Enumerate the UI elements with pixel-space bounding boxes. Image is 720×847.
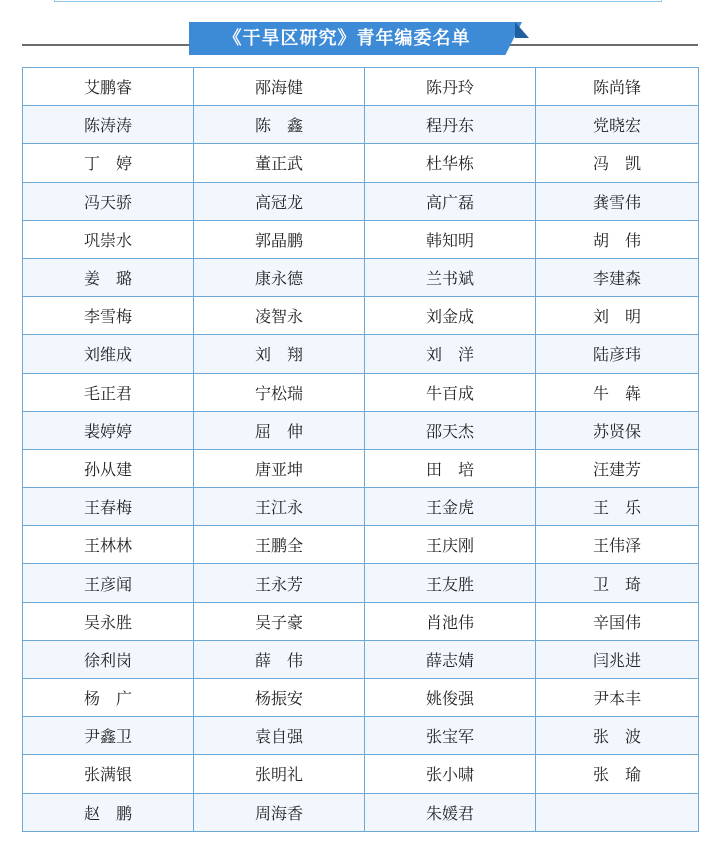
member-name-cell: 袁自强 — [194, 717, 365, 755]
member-name-cell: 肖池伟 — [365, 602, 536, 640]
member-name-cell: 尹本丰 — [536, 679, 699, 717]
member-name-cell: 薛 伟 — [194, 640, 365, 678]
member-name-cell: 裴婷婷 — [23, 411, 194, 449]
member-name-cell: 刘 洋 — [365, 335, 536, 373]
member-name-cell: 郭晶鹏 — [194, 220, 365, 258]
member-name-cell: 尹鑫卫 — [23, 717, 194, 755]
member-name-cell: 陈丹玲 — [365, 68, 536, 106]
member-name-cell — [536, 793, 699, 831]
member-name-cell: 张明礼 — [194, 755, 365, 793]
member-name-cell: 杜华栋 — [365, 144, 536, 182]
table-row — [23, 144, 699, 182]
page-title: 《干旱区研究》青年编委名单 — [223, 28, 471, 49]
member-name-cell: 陆彦玮 — [536, 335, 699, 373]
member-name-cell: 牛 犇 — [536, 373, 699, 411]
member-name-cell: 冯天骄 — [23, 182, 194, 220]
member-name-cell: 辛国伟 — [536, 602, 699, 640]
member-name-cell: 徐利岗 — [23, 640, 194, 678]
member-name-cell: 田 培 — [365, 449, 536, 487]
table-row — [23, 449, 699, 487]
member-name-cell: 韩知明 — [365, 220, 536, 258]
roster-body — [23, 68, 699, 832]
member-name-cell: 龚雪伟 — [536, 182, 699, 220]
member-name-cell: 冯 凯 — [536, 144, 699, 182]
member-name-cell: 李建森 — [536, 258, 699, 296]
banner-fold — [515, 22, 529, 38]
member-name-cell: 屈 伸 — [194, 411, 365, 449]
top-frame-edge — [54, 0, 662, 2]
table-row — [23, 793, 699, 831]
member-name-cell: 吴子豪 — [194, 602, 365, 640]
member-name-cell: 张宝军 — [365, 717, 536, 755]
member-name-cell: 苏贤保 — [536, 411, 699, 449]
member-name-cell: 王鹏全 — [194, 526, 365, 564]
member-name-cell: 杨 广 — [23, 679, 194, 717]
table-row — [23, 602, 699, 640]
table-row — [23, 679, 699, 717]
table-row — [23, 488, 699, 526]
member-name-cell: 朱媛君 — [365, 793, 536, 831]
table-row — [23, 411, 699, 449]
member-name-cell: 王庆刚 — [365, 526, 536, 564]
member-name-cell: 陈涛涛 — [23, 106, 194, 144]
member-name-cell: 毛正君 — [23, 373, 194, 411]
member-name-cell: 丁 婷 — [23, 144, 194, 182]
member-name-cell: 王林林 — [23, 526, 194, 564]
member-name-cell: 刘维成 — [23, 335, 194, 373]
table-row — [23, 717, 699, 755]
member-name-cell: 王永芳 — [194, 564, 365, 602]
member-name-cell: 王春梅 — [23, 488, 194, 526]
member-name-cell: 艾鹏睿 — [23, 68, 194, 106]
member-name-cell: 杨振安 — [194, 679, 365, 717]
member-name-cell: 王 乐 — [536, 488, 699, 526]
member-name-cell: 高广磊 — [365, 182, 536, 220]
member-name-cell: 赵 鹏 — [23, 793, 194, 831]
member-name-cell: 汪建芳 — [536, 449, 699, 487]
table-row — [23, 220, 699, 258]
table-row — [23, 335, 699, 373]
table-row — [23, 297, 699, 335]
table-row — [23, 68, 699, 106]
member-name-cell: 张满银 — [23, 755, 194, 793]
member-name-cell: 李雪梅 — [23, 297, 194, 335]
member-name-cell: 刘 明 — [536, 297, 699, 335]
member-name-cell: 康永德 — [194, 258, 365, 296]
member-name-cell: 凌智永 — [194, 297, 365, 335]
table-row — [23, 106, 699, 144]
member-name-cell: 王金虎 — [365, 488, 536, 526]
member-name-cell: 王彦闻 — [23, 564, 194, 602]
member-name-cell: 兰书斌 — [365, 258, 536, 296]
roster-table — [22, 67, 699, 832]
member-name-cell: 王友胜 — [365, 564, 536, 602]
member-name-cell: 张 波 — [536, 717, 699, 755]
member-name-cell: 陈尚锋 — [536, 68, 699, 106]
member-name-cell: 高冠龙 — [194, 182, 365, 220]
member-name-cell: 党晓宏 — [536, 106, 699, 144]
member-name-cell: 薛志婧 — [365, 640, 536, 678]
member-name-cell: 孙从建 — [23, 449, 194, 487]
member-name-cell: 宁松瑞 — [194, 373, 365, 411]
member-name-cell: 卫 琦 — [536, 564, 699, 602]
member-name-cell: 王江永 — [194, 488, 365, 526]
member-name-cell: 胡 伟 — [536, 220, 699, 258]
member-name-cell: 姚俊强 — [365, 679, 536, 717]
table-row — [23, 640, 699, 678]
member-name-cell: 程丹东 — [365, 106, 536, 144]
member-name-cell: 王伟泽 — [536, 526, 699, 564]
table-row — [23, 526, 699, 564]
member-name-cell: 姜 璐 — [23, 258, 194, 296]
member-name-cell: 张 瑜 — [536, 755, 699, 793]
member-name-cell: 刘 翔 — [194, 335, 365, 373]
member-name-cell: 吴永胜 — [23, 602, 194, 640]
member-name-cell: 张小啸 — [365, 755, 536, 793]
table-row — [23, 373, 699, 411]
member-name-cell: 邵天杰 — [365, 411, 536, 449]
member-name-cell: 唐亚坤 — [194, 449, 365, 487]
table-row — [23, 755, 699, 793]
member-name-cell: 闫兆进 — [536, 640, 699, 678]
member-name-cell: 邴海健 — [194, 68, 365, 106]
member-name-cell: 刘金成 — [365, 297, 536, 335]
member-name-cell: 巩崇水 — [23, 220, 194, 258]
member-name-cell: 陈 鑫 — [194, 106, 365, 144]
member-name-cell: 牛百成 — [365, 373, 536, 411]
member-name-cell: 董正武 — [194, 144, 365, 182]
table-row — [23, 258, 699, 296]
table-row — [23, 182, 699, 220]
member-name-cell: 周海香 — [194, 793, 365, 831]
table-row — [23, 564, 699, 602]
